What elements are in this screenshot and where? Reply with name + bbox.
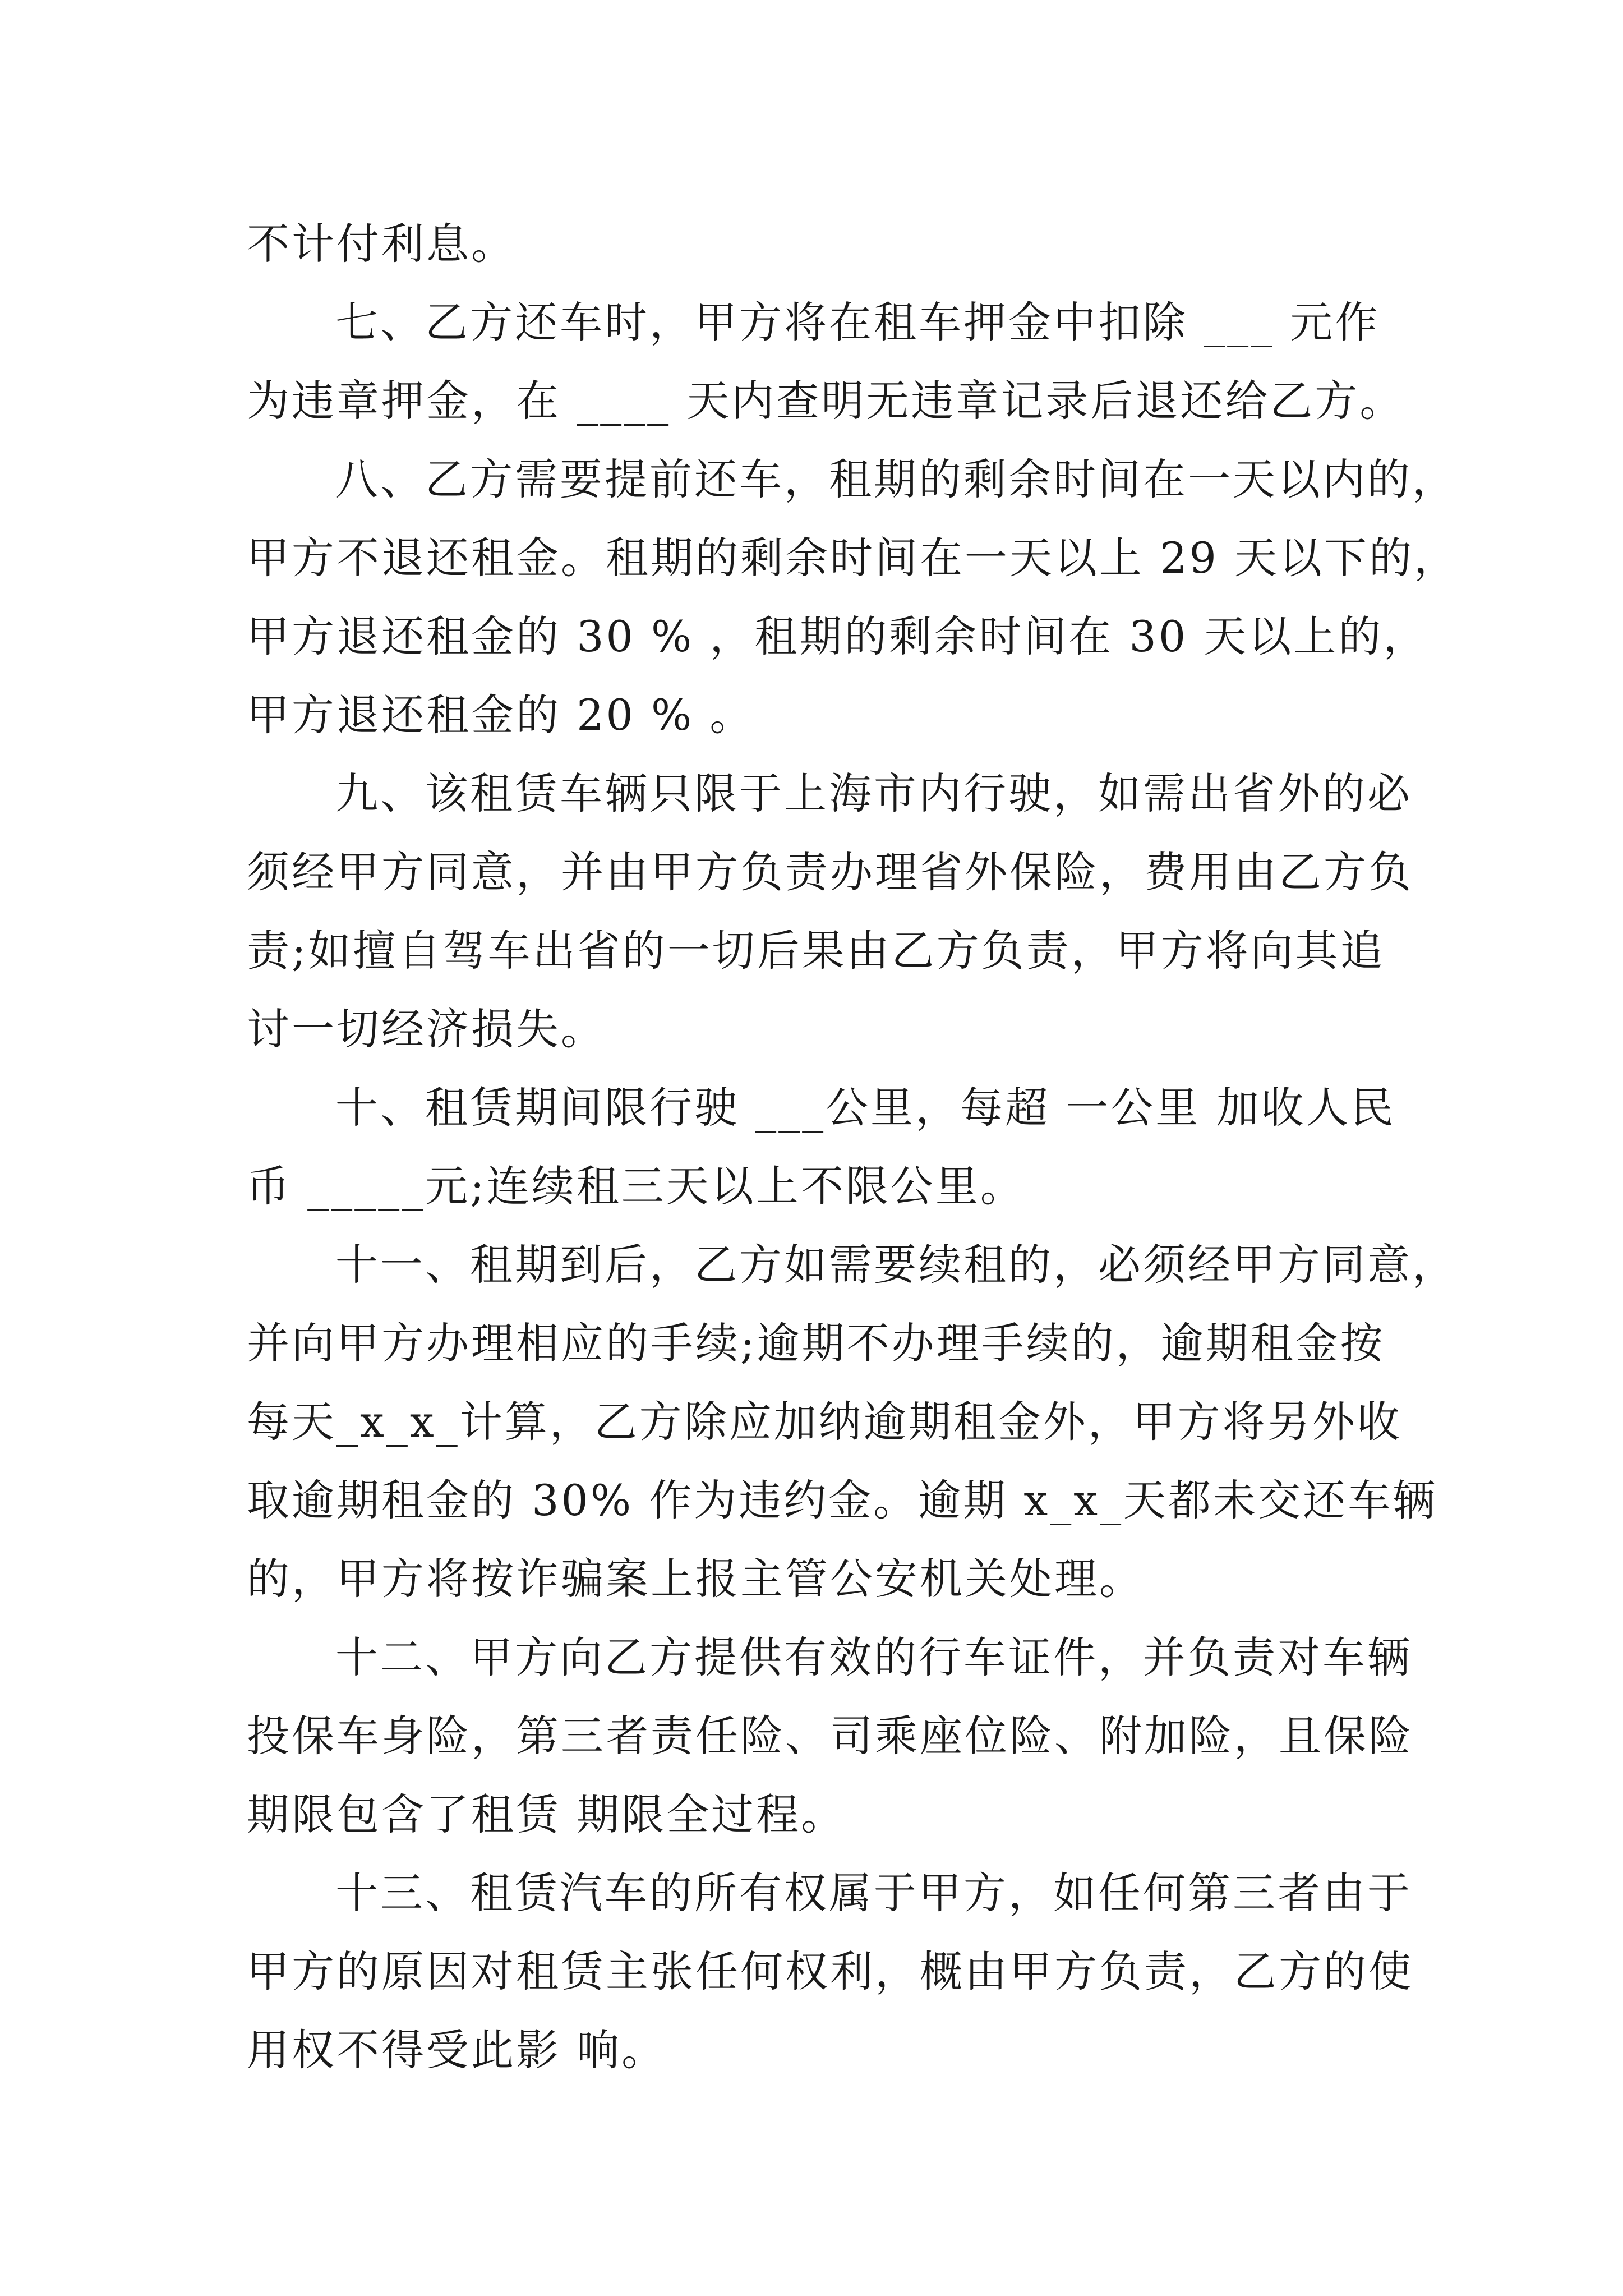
document-line: 甲方不退还租金。租期的剩余时间在一天以上 29 天以下的， — [247, 533, 1459, 583]
document-line: 期限包含了租赁 期限全过程。 — [247, 1789, 846, 1839]
document-line: 投保车身险，第三者责任险、司乘座位险、附加险，且保险 — [247, 1711, 1413, 1761]
document-line: 甲方退还租金的 20 % 。 — [247, 690, 755, 740]
document-line: 须经甲方同意，并由甲方负责办理省外保险，费用由乙方负 — [247, 847, 1413, 897]
document-line: 不计付利息。 — [247, 219, 516, 269]
document-line: 用权不得受此影 响。 — [247, 2025, 667, 2075]
document-line: 七、乙方还车时，甲方将在租车押金中扣除 ___ 元作 — [335, 297, 1380, 347]
document-line: 甲方退还租金的 30 % ，租期的剩余时间在 30 天以上的， — [247, 611, 1428, 661]
document-line: 十、租赁期间限行驶 ___公里，每超 一公里 加收人民 — [335, 1083, 1396, 1133]
document-line: 每天_x_x_计算，乙方除应加纳逾期租金外，甲方将另外收 — [247, 1397, 1402, 1447]
document-line: 币 _____元;连续租三天以上不限公里。 — [247, 1161, 1025, 1211]
document-line: 甲方的原因对租赁主张任何权利，概由甲方负责，乙方的使 — [247, 1947, 1413, 1996]
document-body — [247, 205, 1459, 2090]
document-line: 十三、租赁汽车的所有权属于甲方，如任何第三者由于 — [335, 1868, 1412, 1918]
document-line: 的，甲方将按诈骗案上报主管公安机关处理。 — [247, 1554, 1144, 1604]
document-line: 十二、甲方向乙方提供有效的行车证件，并负责对车辆 — [335, 1632, 1412, 1682]
document-line: 责;如擅自驾车出省的一切后果由乙方负责，甲方将向其追 — [247, 926, 1385, 976]
document-line: 并向甲方办理相应的手续;逾期不办理手续的，逾期租金按 — [247, 1318, 1385, 1368]
document-line: 八、乙方需要提前还车，租期的剩余时间在一天以内的， — [335, 454, 1457, 504]
document-line: 取逾期租金的 30% 作为违约金。逾期 x_x_天都未交还车辆 — [247, 1475, 1438, 1525]
document-line: 讨一切经济损失。 — [247, 1004, 606, 1054]
document-line: 九、该租赁车辆只限于上海市内行驶，如需出省外的必 — [335, 769, 1412, 818]
document-line: 十一、租期到后，乙方如需要续租的，必须经甲方同意， — [335, 1240, 1457, 1290]
document-line: 为违章押金，在 ____ 天内查明无违章记录后退还给乙方。 — [247, 376, 1405, 426]
